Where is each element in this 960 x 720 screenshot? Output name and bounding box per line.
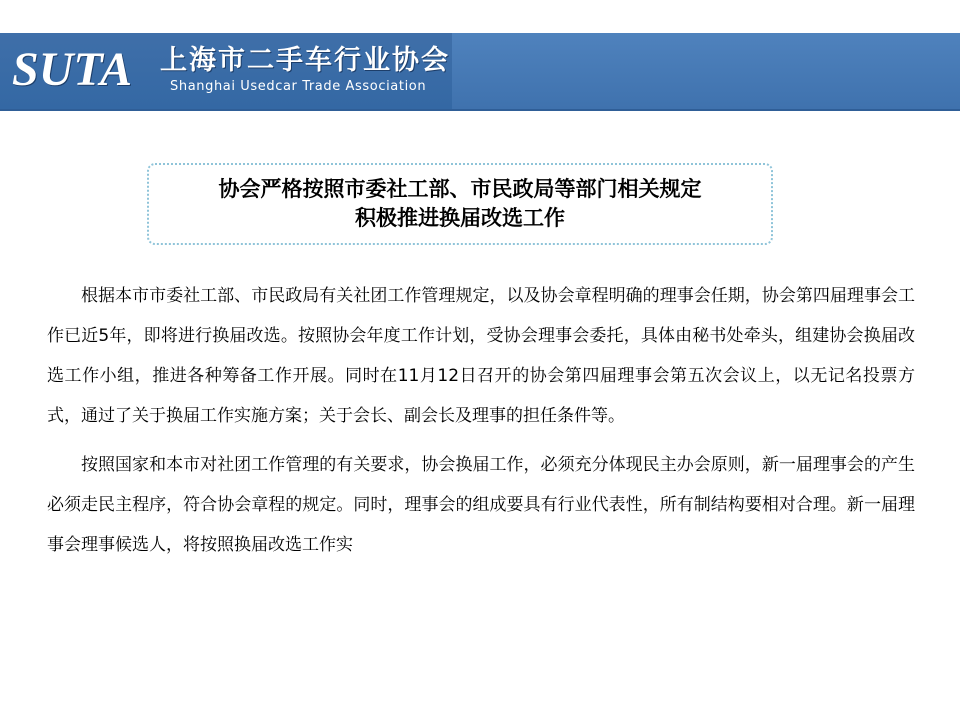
logo-mark: SUTA xyxy=(12,43,133,96)
body-text xyxy=(47,276,915,565)
title-line-2: 积极推进换届改选工作 xyxy=(355,206,565,230)
logo-chinese-name: 上海市二手车行业协会 xyxy=(160,45,450,76)
logo-english-name: Shanghai Usedcar Trade Association xyxy=(170,79,427,94)
header-bar xyxy=(0,33,960,111)
title-line-1: 协会严格按照市委社工部、市民政局等部门相关规定 xyxy=(218,177,702,201)
paragraph-1: 根据本市市委社工部、市民政局有关社团工作管理规定，以及协会章程明确的理事会任期，协会第四届理事会工作已近5年，即将进行换届改选。按照协会年度工作计划，受协会理事会委托，具体由秘书处牵头，组建协会换届改选工作小组，推进各种筹备工作开展。同时在11月12日召开的协会第四届理事会第五次会议上，以无记名投票方式，通过了关于换届工作实施方案；关于会长、副会长及理事的担任条件等。 xyxy=(47,286,915,426)
association-logo xyxy=(0,33,452,109)
paragraph-2: 按照国家和本市对社团工作管理的有关要求，协会换届工作，必须充分体现民主办会原则，新一届理事会的产生必须走民主程序，符合协会章程的规定。同时，理事会的组成要具有行业代表性，所有制结构要相对合理。新一届理事会理事候选人，将按照换届改选工作实 xyxy=(47,455,915,555)
title-box xyxy=(147,163,773,245)
